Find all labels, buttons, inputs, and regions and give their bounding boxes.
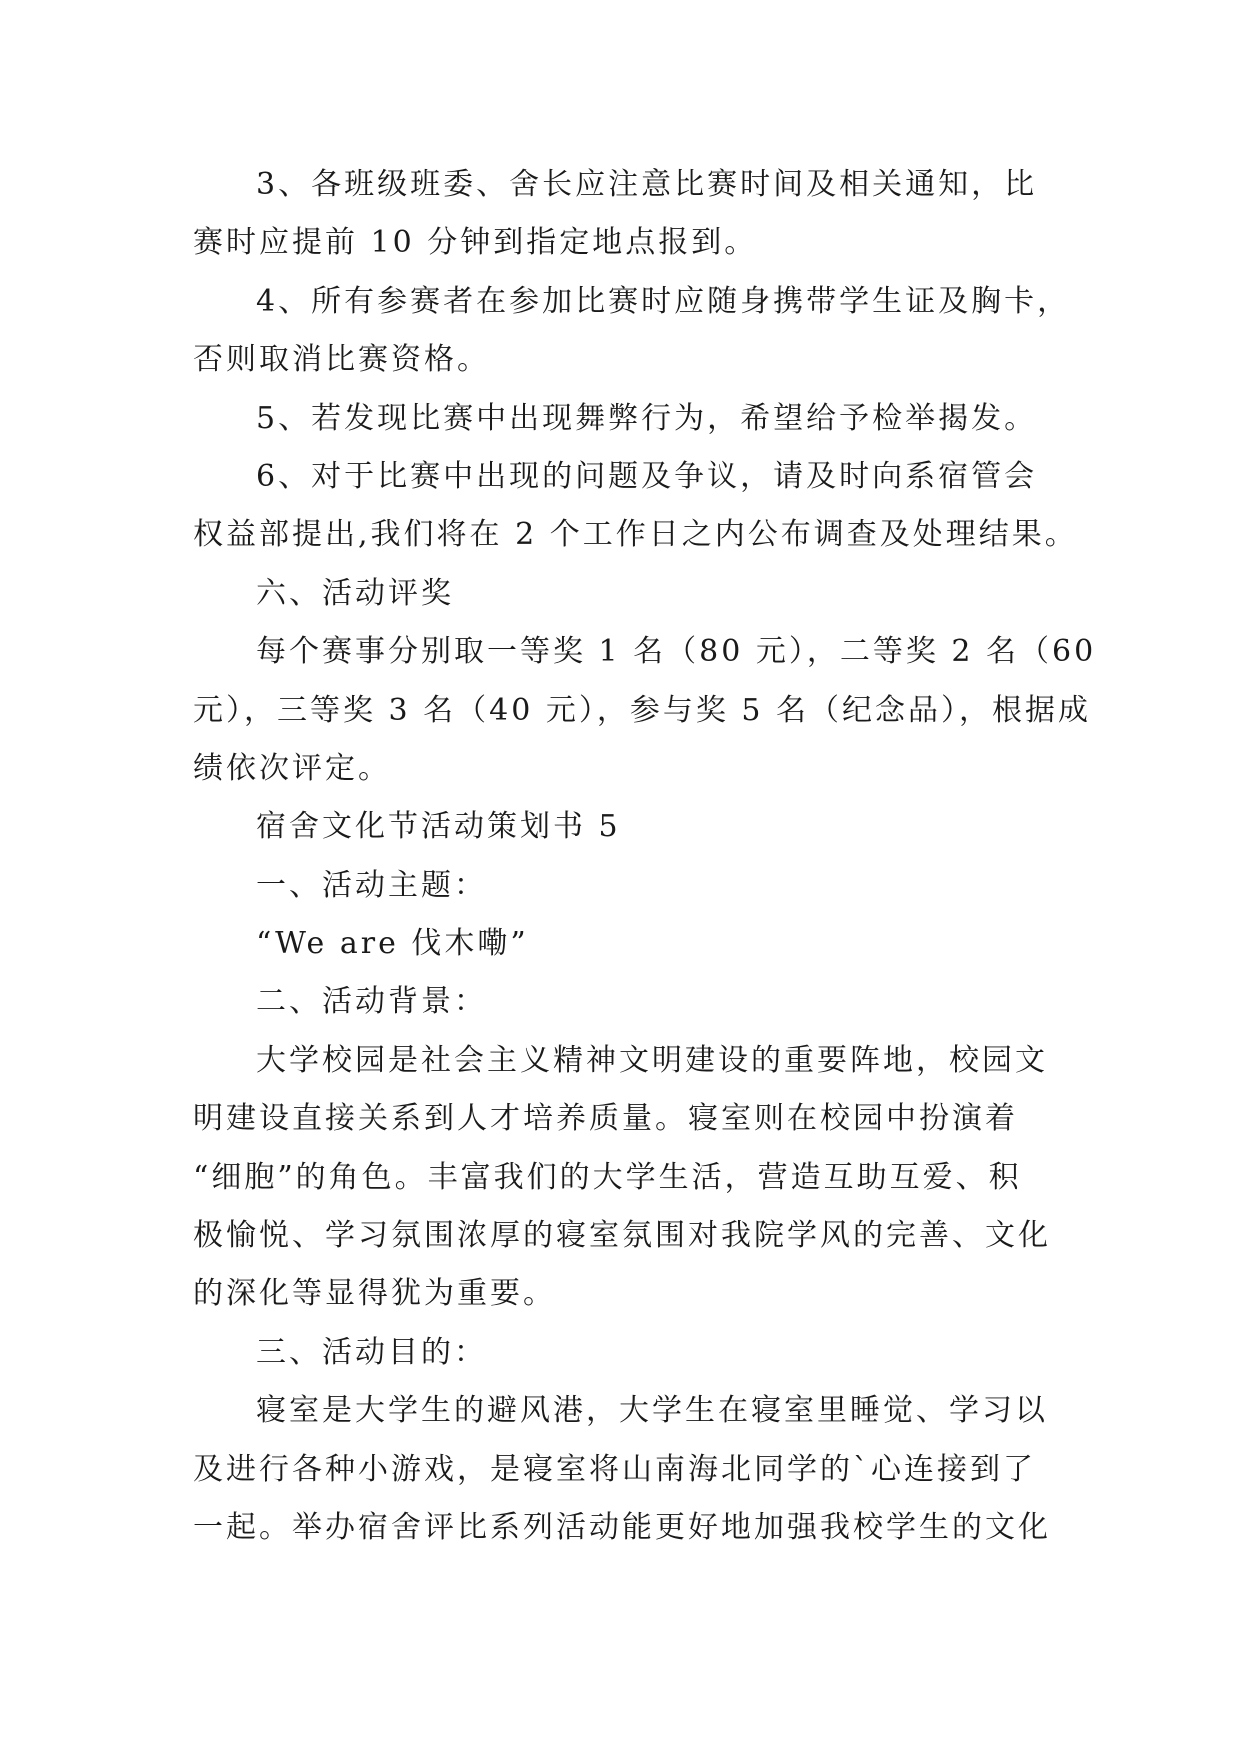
text-line: 三、活动目的： [256,1334,487,1370]
text-line: “细胞”的角色。丰富我们的大学生活，营造互助互爱、积 [193,1159,1022,1195]
text-line: 明建设直接关系到人才培养质量。寝室则在校园中扮演着 [193,1101,1018,1137]
text-line: 宿舍文化节活动策划书 5 [256,809,621,845]
text-line: 极愉悦、学习氛围浓厚的寝室氛围对我院学风的完善、文化 [193,1218,1051,1254]
text-line: 元），三等奖 3 名（40 元），参与奖 5 名（纪念品），根据成 [193,692,1092,728]
text-line: 一、活动主题： [256,867,487,903]
text-line: 5、若发现比赛中出现舞弊行为，希望给予检举揭发。 [256,400,1038,436]
text-line: 6、对于比赛中出现的问题及争议，请及时向系宿管会 [256,458,1038,494]
text-line: “We are 伐木嘞” [256,926,529,962]
text-line: 大学校园是社会主义精神文明建设的重要阵地，校园文 [256,1042,1048,1078]
document-body [193,156,1097,1557]
text-line: 每个赛事分别取一等奖 1 名（80 元），二等奖 2 名（60 [256,634,1097,670]
text-line: 4、所有参赛者在参加比赛时应随身携带学生证及胸卡， [256,283,1071,319]
text-line: 寝室是大学生的避风港，大学生在寝室里睡觉、学习以 [256,1393,1048,1429]
text-line: 一起。举办宿舍评比系列活动能更好地加强我校学生的文化 [193,1509,1051,1545]
text-line: 赛时应提前 10 分钟到指定地点报到。 [193,225,758,261]
text-line: 3、各班级班委、舍长应注意比赛时间及相关通知，比 [256,167,1038,202]
text-line: 否则取消比赛资格。 [193,342,490,378]
text-line: 的深化等显得犹为重要。 [193,1276,556,1312]
text-line: 二、活动背景： [256,984,487,1020]
text-line: 权益部提出,我们将在 2 个工作日之内公布调查及处理结果。 [193,517,1078,553]
text-line: 六、活动评奖 [256,575,454,611]
text-line: 绩依次评定。 [193,750,391,786]
text-line: 及进行各种小游戏，是寝室将山南海北同学的`心连接到了 [193,1451,1036,1487]
